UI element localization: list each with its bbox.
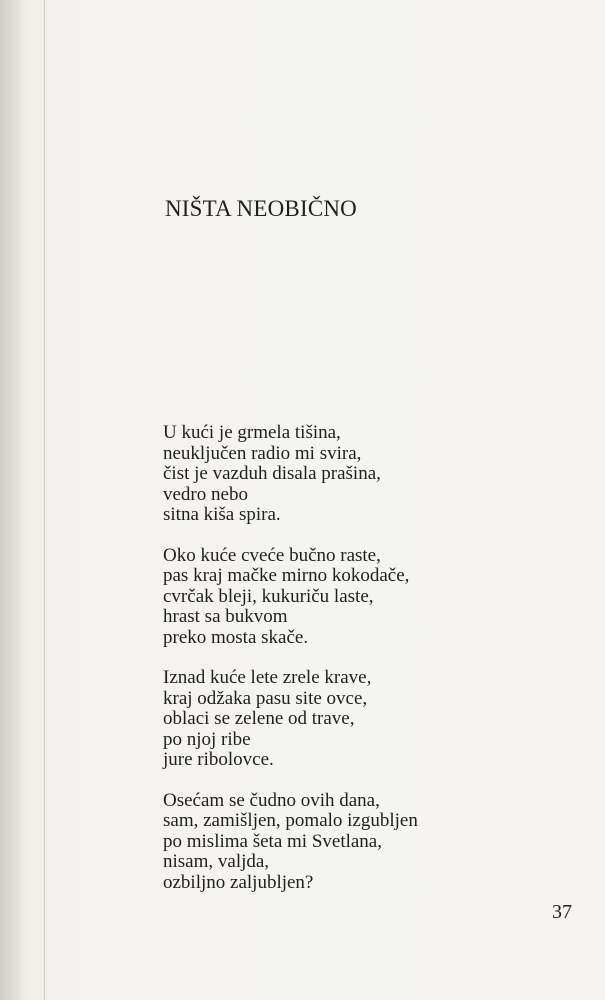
page-number: 37 [552,901,572,923]
poem-line: U kući je grmela tišina, [163,422,341,443]
poem-line: Iznad kuće lete zrele krave, [163,667,372,688]
poem-line: neuključen radio mi svira, [163,442,362,464]
poem-line: sitna kiša spira. [163,504,281,525]
poem-line: cvrčak bleji, kukuriču laste, [163,585,374,607]
stanza-1 [163,423,583,526]
stanza-2 [163,546,583,649]
binding-edge [44,0,45,1000]
poem-line: pas kraj mačke mirno kokodače, [163,565,410,586]
poem-line: oblaci se zelene od trave, [163,708,355,729]
poem-line: kraj odžaka pasu site ovce, [163,687,368,709]
poem-line: Osećam se čudno ovih dana, [163,789,380,811]
book-spine [0,0,20,1000]
poem-line: čist je vazduh disala prašina, [163,463,381,484]
poem-line: ozbiljno zaljubljen? [163,871,314,893]
poem-line: po mislima šeta mi Svetlana, [163,830,382,852]
poem-line: sam, zamišljen, pomalo izgubljen [163,810,418,831]
poem-body [163,423,583,913]
stanza-3 [163,668,583,771]
stanza-4 [163,791,583,894]
poem-line: jure ribolovce. [163,749,274,770]
poem-title: NIŠTA NEOBIČNO [165,196,357,221]
poem-line: hrast sa bukvom [163,606,288,627]
poem-line: nisam, valjda, [163,851,270,872]
poem-line: Oko kuće cveće bučno raste, [163,544,381,566]
poem-line: preko mosta skače. [163,626,309,648]
poem-line: vedro nebo [163,483,248,505]
poem-line: po njoj ribe [163,728,251,750]
